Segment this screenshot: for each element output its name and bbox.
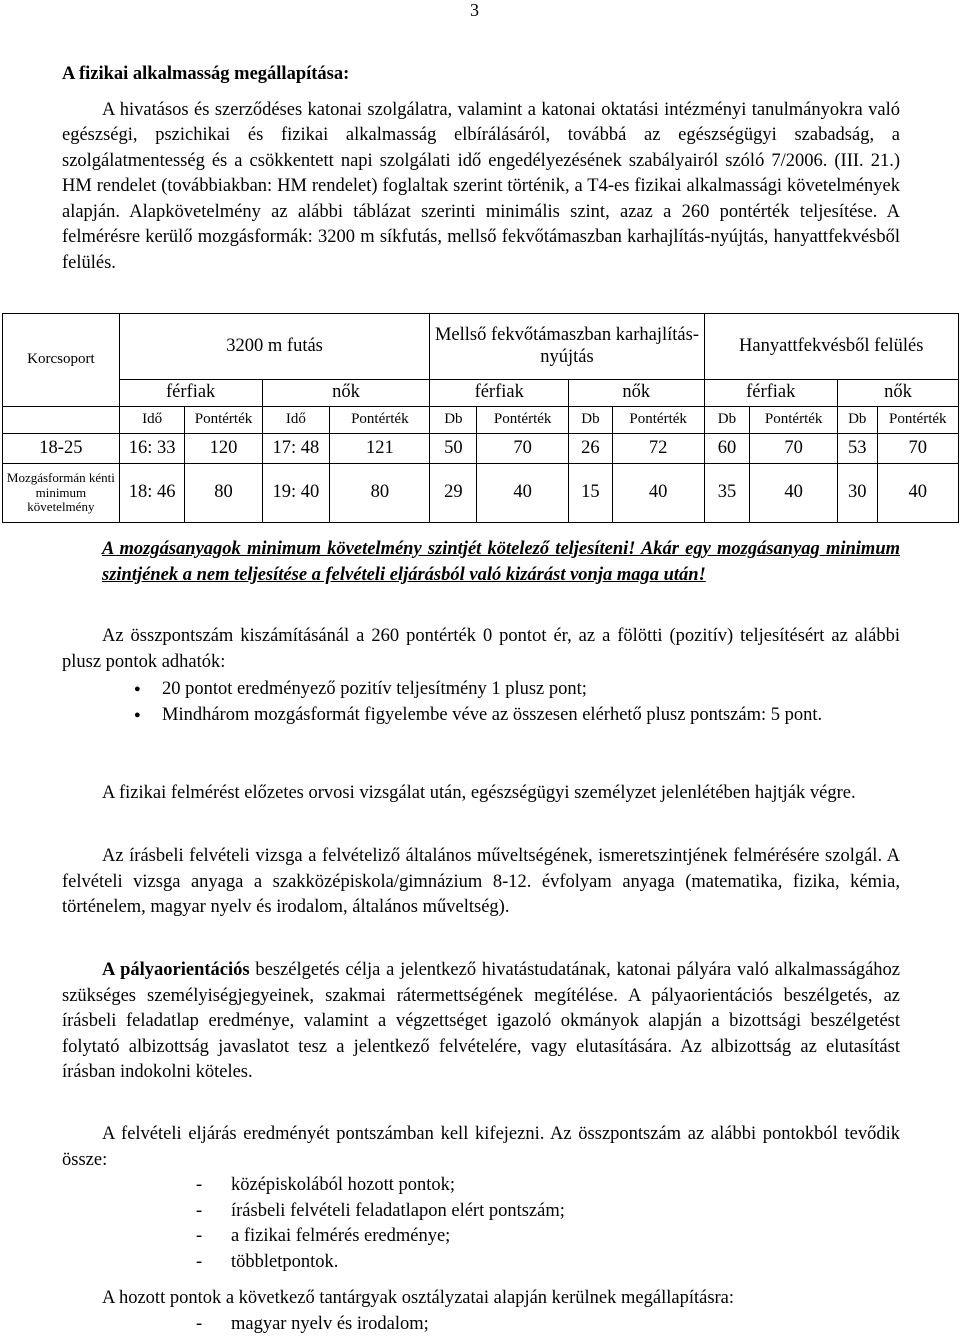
table-cell: 50: [430, 434, 477, 464]
orientation-bold: A pályaorientációs: [102, 960, 250, 980]
grades-list: [62, 1312, 900, 1337]
run-header: 3200 m futás: [119, 314, 430, 380]
gender-male: férfiak: [704, 380, 837, 407]
points-paragraph: Az összpontszám kiszámításánál a 260 pontérték 0 pontot ér, az a fölötti (pozitív) teljesítésért az alábbi plusz pontok adhatók:: [62, 626, 900, 672]
result-list: [62, 1173, 900, 1275]
table-cell: 40: [877, 464, 958, 523]
unit-points: Pontérték: [477, 407, 569, 434]
unit-points: Pontérték: [877, 407, 958, 434]
grades-block: [62, 1286, 900, 1337]
minimum-requirement-label: Mozgásformán kénti minimum követelmény: [3, 464, 120, 523]
list-item: ● 20 pontot eredményező pozitív teljesítmény 1 plusz pont;: [62, 677, 900, 703]
pushup-header: Mellső fekvőtámaszban karhajlítás-nyújtás: [430, 314, 704, 380]
page-number: 3: [470, 0, 479, 20]
unit-count: Db: [569, 407, 613, 434]
table-cell: 19: 40: [262, 464, 330, 523]
table-cell: 60: [704, 434, 750, 464]
table-header-row: [3, 314, 959, 380]
list-item-text: a fizikai felmérés eredménye;: [231, 1226, 451, 1246]
list-item-text: írásbeli felvételi feladatlapon elért pontszám;: [231, 1200, 565, 1221]
unit-row: [3, 407, 959, 434]
table-cell: 72: [612, 434, 704, 464]
section-title: A fizikai alkalmasság megállapítása:: [62, 64, 350, 84]
list-item: [62, 1199, 900, 1225]
grades-paragraph: A hozott pontok a következő tantárgyak osztályzatai alapján kerülnek megállapításra:: [102, 1288, 735, 1308]
table-cell: 18: 46: [119, 464, 185, 523]
table-cell: 80: [185, 464, 262, 523]
age-group-header: Korcsoport: [3, 314, 120, 407]
table-row: [3, 434, 959, 464]
gender-row: [3, 380, 959, 407]
table-cell: 40: [612, 464, 704, 523]
list-item-text: magyar nyelv és irodalom;: [231, 1313, 429, 1334]
section-physical-fitness: [62, 62, 900, 276]
orientation-block: [62, 958, 900, 1086]
table-cell: 40: [750, 464, 838, 523]
list-item: [62, 1312, 900, 1337]
list-item: ● Mindhárom mozgásformát figyelembe véve az összesen elérhető plusz pontszám: 5 pont.: [62, 703, 900, 729]
gender-male: férfiak: [119, 380, 262, 407]
fitness-requirements-table: [2, 313, 959, 523]
gender-female: nők: [262, 380, 430, 407]
unit-count: Db: [430, 407, 477, 434]
table-cell: 70: [877, 434, 958, 464]
bonus-list: [62, 677, 900, 728]
table-cell: 121: [330, 434, 430, 464]
table-cell: 15: [569, 464, 613, 523]
table-cell: 53: [837, 434, 877, 464]
table-cell: 35: [704, 464, 750, 523]
points-block: [62, 624, 900, 728]
written-exam-paragraph: Az írásbeli felvételi vizsga a felvételiző általános műveltségének, ismeretszintjének felmérésére szolgál. A felvételi vizsga anyaga a szakközépiskola/gimnázium 8-12. évfolyam anyaga (matematika, fizika, kémia, történelem, magyar nyelv és irodalom, általános műveltség).: [62, 846, 900, 917]
list-item: [62, 1173, 900, 1199]
written-exam-block: [62, 844, 900, 921]
unit-points: Pontérték: [330, 407, 430, 434]
table-cell: 18-25: [3, 434, 120, 464]
table-cell: 70: [477, 434, 569, 464]
list-item: [62, 1224, 900, 1250]
medical-block: [62, 781, 900, 807]
warning-span: A mozgásanyagok minimum követelmény szintjét kötelező teljesíteni! Akár egy mozgásanyag minimum szintjének a nem teljesítése a felvételi eljárásból való kizárást vonja maga után!: [102, 539, 900, 585]
medical-paragraph: A fizikai felmérést előzetes orvosi vizsgálat után, egészségügyi személyzet jelenlétében hajtják végre.: [102, 783, 856, 803]
warning-block: [62, 537, 900, 588]
table-cell: 70: [750, 434, 838, 464]
table-cell: 29: [430, 464, 477, 523]
result-block: [62, 1122, 900, 1275]
table-cell: 16: 33: [119, 434, 185, 464]
intro-paragraph: A hivatásos és szerződéses katonai szolgálatra, valamint a katonai oktatási intézményi tanulmányokra való egészségi, pszichikai és fizikai alkalmasság elbírálásáról, továbbá az egészségügyi szabadság, a szolgálatmentesség és a csökkentett napi szolgálati idő engedélyezésének szabályairól szóló 7/2006. (III. 21.) HM rendelet (továbbiakban: HM rendelet) foglaltak szerint történik, a T4-es fizikai alkalmassági követelmények alapján. Alapkövetelmény az alábbi táblázat szerinti minimális szint, azaz a 260 pontérték teljesítése. A felmérésre kerülő mozgásformák: 3200 m síkfutás, mellső fekvőtámaszban karhajlítás-nyújtás, hanyattfekvésből felülés.: [62, 99, 900, 273]
orientation-text: beszélgetés célja a jelentkező hivatástudatának, katonai pályára való alkalmasságához szükséges személyiségjegyeinek, szakmai rátermettségének megítélése. A pályaorientációs beszélgetés, az írásbeli feladatlap eredménye, valamint a végzettséget igazoló okmányok alapján a bizottsági beszélgetést folytató albizottság javaslatot tesz a jelentkező felvételére, vagy elutasítására. Az albizottság az elutasítást írásban indokolni köteles.: [62, 960, 900, 1082]
table-row: [3, 464, 959, 523]
empty-cell: [3, 407, 120, 434]
orientation-paragraph: [62, 958, 900, 1086]
unit-points: Pontérték: [612, 407, 704, 434]
list-item-text: középiskolából hozott pontok;: [231, 1175, 456, 1195]
situp-header: Hanyattfekvésből felülés: [704, 314, 958, 380]
unit-count: Db: [704, 407, 750, 434]
list-item: [62, 1250, 900, 1276]
table-cell: 120: [185, 434, 262, 464]
table-cell: 40: [477, 464, 569, 523]
table-cell: 26: [569, 434, 613, 464]
gender-female: nők: [569, 380, 705, 407]
unit-count: Db: [837, 407, 877, 434]
unit-points: Pontérték: [750, 407, 838, 434]
warning-text: [62, 537, 900, 588]
list-item-text: többletpontok.: [231, 1251, 339, 1272]
gender-male: férfiak: [430, 380, 569, 407]
unit-points: Pontérték: [185, 407, 262, 434]
unit-time: Idő: [262, 407, 330, 434]
table-cell: 30: [837, 464, 877, 523]
result-paragraph: A felvételi eljárás eredményét pontszámban kell kifejezni. Az összpontszám az alábbi pontokból tevődik össze:: [62, 1124, 900, 1170]
table-cell: 17: 48: [262, 434, 330, 464]
gender-female: nők: [837, 380, 958, 407]
unit-time: Idő: [119, 407, 185, 434]
table-cell: 80: [330, 464, 430, 523]
